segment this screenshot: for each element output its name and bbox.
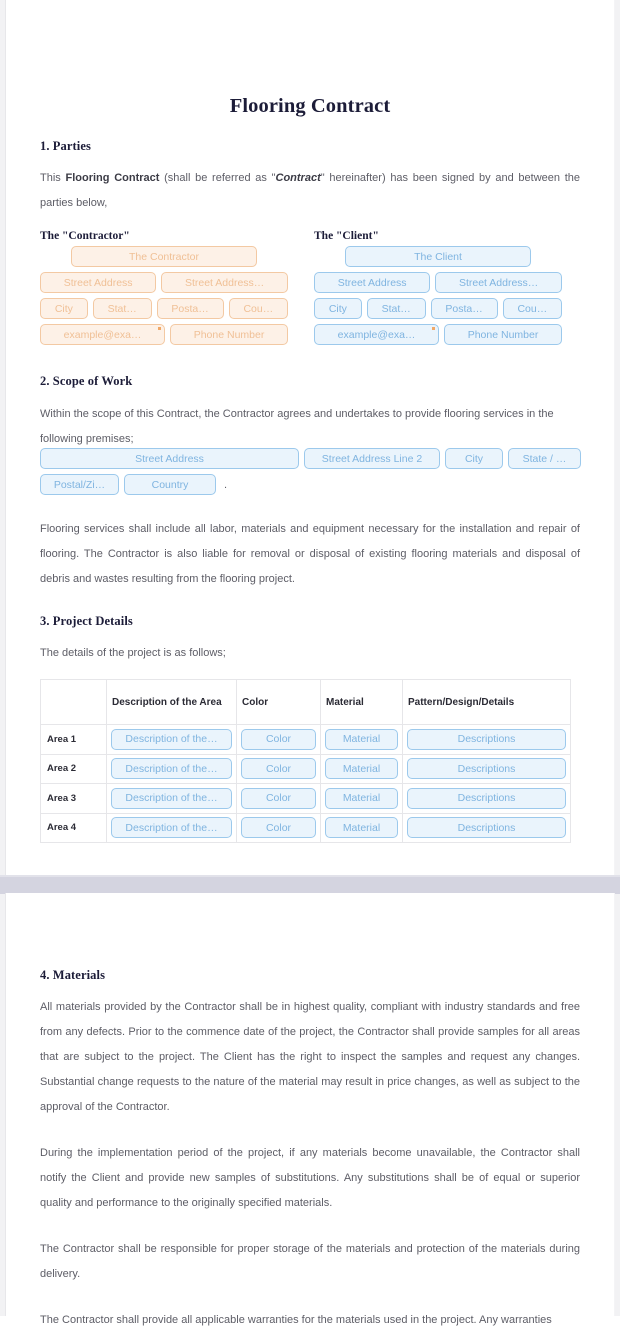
area-4-color-input[interactable]: Color [241, 817, 316, 838]
contractor-name-input[interactable]: The Contractor [71, 246, 257, 267]
row-label-area-4: Area 4 [41, 813, 107, 843]
area-3-pattern-input[interactable]: Descriptions [407, 788, 566, 809]
materials-paragraph-3: The Contractor shall be responsible for proper storage of the materials and protection of the materials during delivery. [40, 1243, 580, 1280]
scope-postal-input[interactable]: Postal/Zi… [40, 474, 119, 495]
area-4-material-input[interactable]: Material [325, 817, 398, 838]
table-header-blank [41, 680, 107, 725]
cell-color-area-3 [237, 784, 321, 814]
client-country-input[interactable]: Cou… [503, 298, 562, 319]
client-title: The "Client" [314, 230, 379, 242]
client-street-address-2-input[interactable]: Street Address… [435, 272, 562, 293]
table-header-material: Material [321, 680, 403, 725]
cell-description-area-1 [107, 725, 237, 755]
cell-material-area-3 [321, 784, 403, 814]
client-address-row [314, 272, 562, 293]
cell-pattern-area-3 [403, 784, 571, 814]
cell-pattern-area-1 [403, 725, 571, 755]
page-1-content [6, 0, 614, 843]
page-2-content [6, 968, 614, 1333]
page-title: Flooring Contract [229, 95, 391, 117]
contractor-postal-input[interactable]: Posta… [157, 298, 224, 319]
document-page-1 [5, 0, 615, 877]
area-1-description-input[interactable]: Description of the… [111, 729, 232, 750]
table-header-color: Color [237, 680, 321, 725]
section-heading-parties: 1. Parties [40, 139, 91, 153]
cell-description-area-3 [107, 784, 237, 814]
contractor-city-state-row [40, 298, 288, 319]
page-separator [0, 875, 620, 894]
client-block [314, 230, 562, 350]
table-row [41, 754, 571, 784]
contractor-contact-row [40, 324, 288, 345]
area-2-color-input[interactable]: Color [241, 758, 316, 779]
client-contact-row [314, 324, 562, 345]
section-heading-scope-of-work: 2. Scope of Work [40, 374, 133, 388]
parties-intro-prefix: This [40, 172, 66, 184]
client-email-input[interactable] [314, 324, 439, 345]
contractor-email-value: example@exa… [63, 328, 142, 341]
cell-pattern-area-2 [403, 754, 571, 784]
parties-intro-bolditalic: Contract [275, 172, 321, 184]
area-1-material-input[interactable]: Material [325, 729, 398, 750]
scope-body-paragraph: Flooring services shall include all labor, materials and equipment necessary for the installation and repair of flooring. The Contractor is also liable for removal or disposal of existing flooring materials and disposal of debris and wastes resulting from the flooring project. [40, 523, 580, 585]
client-state-input[interactable]: Stat… [367, 298, 426, 319]
cell-description-area-2 [107, 754, 237, 784]
contractor-email-input[interactable] [40, 324, 165, 345]
cell-color-area-1 [237, 725, 321, 755]
table-header-description: Description of the Area [107, 680, 237, 725]
cell-description-area-4 [107, 813, 237, 843]
area-1-color-input[interactable]: Color [241, 729, 316, 750]
section-heading-materials: 4. Materials [40, 968, 106, 982]
cell-color-area-2 [237, 754, 321, 784]
document-page-2 [5, 893, 615, 1326]
area-4-pattern-input[interactable]: Descriptions [407, 817, 566, 838]
parties-intro-paragraph [40, 166, 580, 216]
table-row [41, 784, 571, 814]
area-3-material-input[interactable]: Material [325, 788, 398, 809]
area-2-pattern-input[interactable]: Descriptions [407, 758, 566, 779]
area-1-pattern-input[interactable]: Descriptions [407, 729, 566, 750]
client-name-input[interactable]: The Client [345, 246, 531, 267]
area-3-description-input[interactable]: Description of the… [111, 788, 232, 809]
client-city-input[interactable]: City [314, 298, 362, 319]
parties-intro-bold: Flooring Contract [65, 172, 160, 184]
client-city-state-row [314, 298, 562, 319]
scope-trailing-punctuation: . [224, 478, 228, 491]
scope-street-address-2-input[interactable]: Street Address Line 2 [304, 448, 440, 469]
client-street-address-input[interactable]: Street Address [314, 272, 430, 293]
project-details-intro: The details of the project is as follows; [40, 647, 226, 659]
contractor-name-row [40, 246, 288, 267]
table-header-pattern: Pattern/Design/Details [403, 680, 571, 725]
contractor-title: The "Contractor" [40, 230, 130, 242]
parties-intro-suffix: " hereinafter) has been signed by and between the parties below, [40, 172, 581, 209]
materials-paragraph-4: The Contractor shall provide all applicable warranties for the materials used in the project. Any warranties [40, 1314, 552, 1326]
table-row [41, 813, 571, 843]
contractor-city-input[interactable]: City [40, 298, 88, 319]
client-email-value: example@exa… [337, 328, 416, 341]
contractor-street-address-2-input[interactable]: Street Address… [161, 272, 288, 293]
cell-material-area-1 [321, 725, 403, 755]
contractor-block [40, 230, 288, 350]
scope-state-input[interactable]: State / … [508, 448, 581, 469]
scope-city-input[interactable]: City [445, 448, 503, 469]
cell-material-area-4 [321, 813, 403, 843]
cell-color-area-4 [237, 813, 321, 843]
scope-country-input[interactable]: Country [124, 474, 216, 495]
scope-address-fields [40, 448, 580, 495]
scope-street-address-input[interactable]: Street Address [40, 448, 299, 469]
client-name-row [314, 246, 562, 267]
parties-intro-mid: (shall be referred as " [159, 172, 276, 184]
contractor-state-input[interactable]: Stat… [93, 298, 152, 319]
row-label-area-2: Area 2 [41, 754, 107, 784]
area-4-description-input[interactable]: Description of the… [111, 817, 232, 838]
area-3-color-input[interactable]: Color [241, 788, 316, 809]
table-row [41, 725, 571, 755]
materials-paragraph-2: During the implementation period of the project, if any materials become unavailable, the Contractor shall notify the Client and provide new samples of substitutions. Any substitutions shall be of equal or superior quality and performance to the originally specified materials. [40, 1147, 580, 1209]
contractor-address-row [40, 272, 288, 293]
area-2-description-input[interactable]: Description of the… [111, 758, 232, 779]
page-separator-highlight [0, 875, 620, 877]
scope-intro-paragraph: Within the scope of this Contract, the Contractor agrees and undertakes to provide flooring services in the following premises; [40, 408, 554, 445]
section-heading-project-details: 3. Project Details [40, 614, 133, 628]
parties-columns [40, 230, 580, 350]
cell-pattern-area-4 [403, 813, 571, 843]
project-details-table [40, 679, 571, 843]
table-header-row [41, 680, 571, 725]
scope-address-row-1 [40, 448, 580, 469]
scope-address-row-2 [40, 474, 580, 495]
client-phone-input[interactable]: Phone Number [444, 324, 562, 345]
cell-material-area-2 [321, 754, 403, 784]
contractor-street-address-input[interactable]: Street Address [40, 272, 156, 293]
contractor-phone-input[interactable]: Phone Number [170, 324, 288, 345]
required-marker-icon [158, 327, 161, 330]
required-marker-icon [432, 327, 435, 330]
row-label-area-1: Area 1 [41, 725, 107, 755]
row-label-area-3: Area 3 [41, 784, 107, 814]
contractor-country-input[interactable]: Cou… [229, 298, 288, 319]
materials-paragraph-1: All materials provided by the Contractor shall be in highest quality, compliant with industry standards and free from any defects. Prior to the commence date of the project, the Contractor shall provide samples for all areas that are subject to the project. The Client has the right to inspect the samples and request any changes. Substantial change requests to the nature of the material may result in price changes, as well as subject to the approval of the Contractor. [40, 1001, 580, 1113]
area-2-material-input[interactable]: Material [325, 758, 398, 779]
client-postal-input[interactable]: Posta… [431, 298, 498, 319]
